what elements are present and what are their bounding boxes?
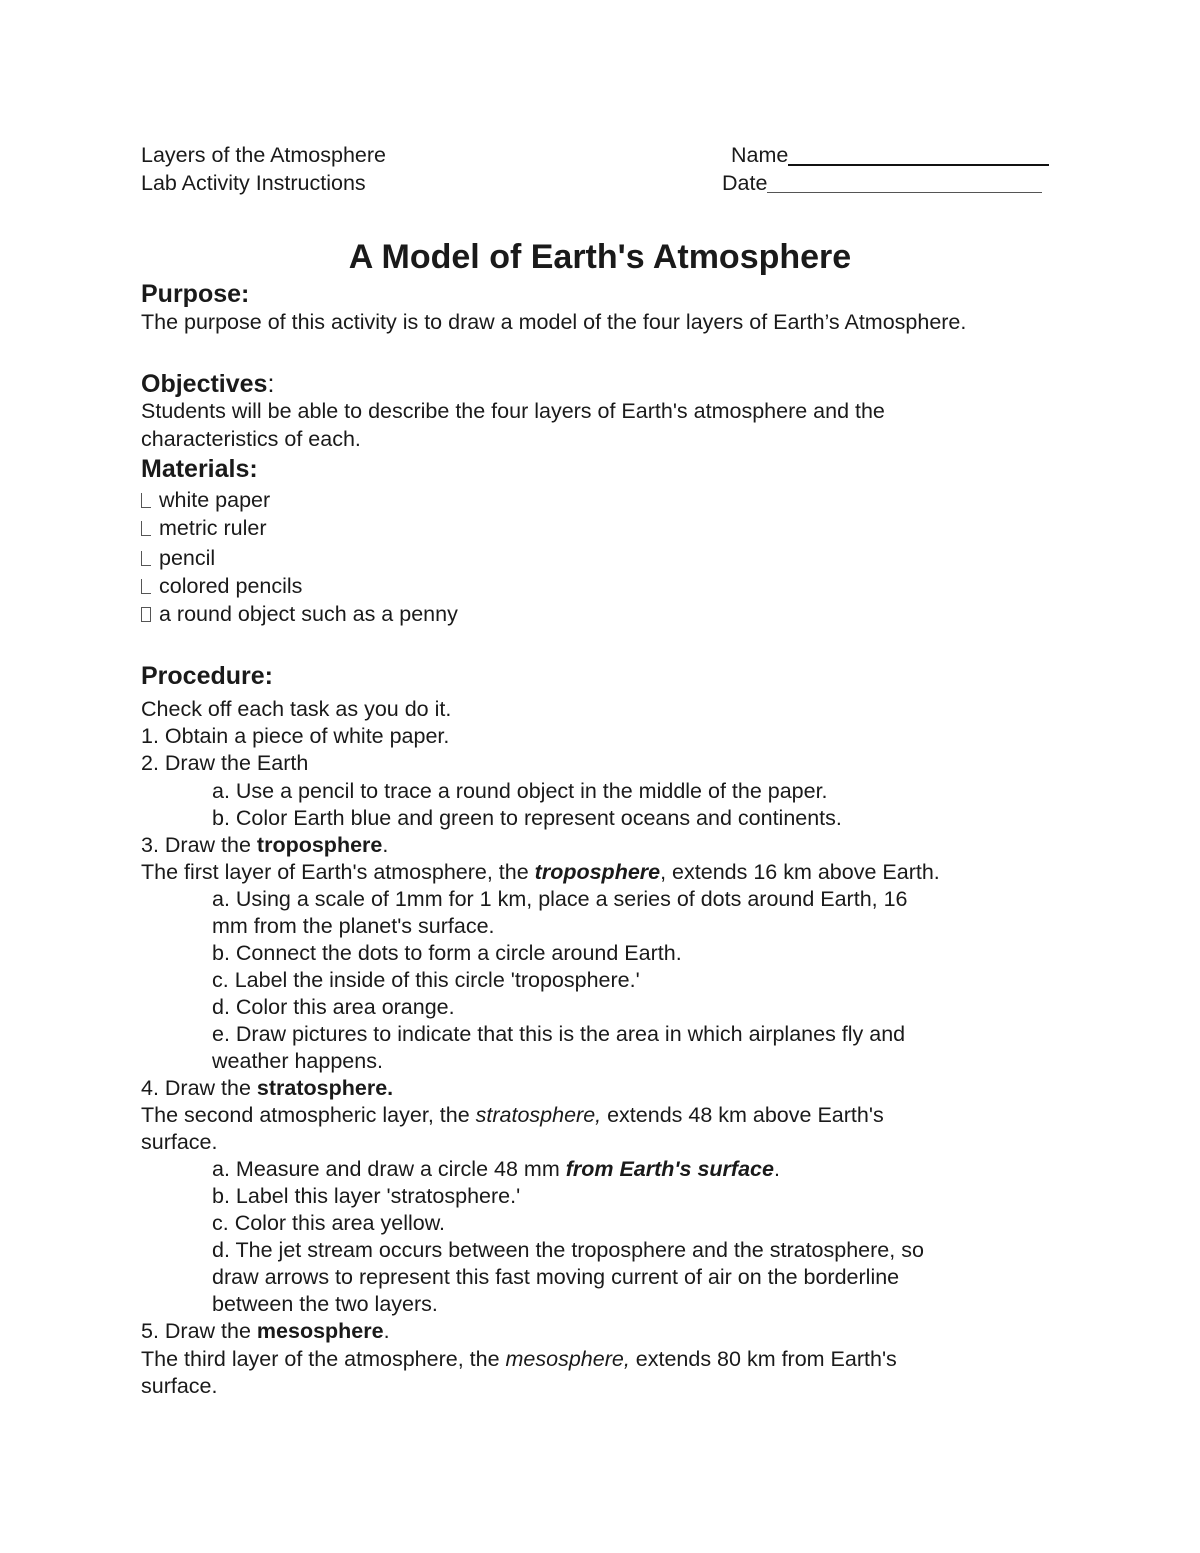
procedure-step-4d-cont-2: between the two layers. — [212, 1292, 438, 1316]
mesosphere-description: The third layer of the atmosphere, the mesosphere, extends 80 km from Earth's — [141, 1347, 897, 1371]
procedure-step-3b: b. Connect the dots to form a circle around Earth. — [212, 941, 682, 965]
procedure-step-3e: e. Draw pictures to indicate that this is the area in which airplanes fly and — [212, 1022, 906, 1046]
procedure-step-1: 1. Obtain a piece of white paper. — [141, 724, 450, 748]
material-item: metric ruler — [141, 515, 267, 542]
procedure-step-3e-cont: weather happens. — [212, 1049, 383, 1073]
checkbox-icon — [141, 493, 151, 508]
material-item: a round object such as a penny — [141, 601, 458, 628]
checkbox-icon — [141, 607, 151, 622]
name-blank — [788, 142, 1049, 166]
procedure-step-4d: d. The jet stream occurs between the troposphere and the stratosphere, so — [212, 1238, 924, 1262]
objectives-heading: Objectives: — [141, 370, 275, 398]
material-item: colored pencils — [141, 573, 302, 600]
objectives-text-line-1: Students will be able to describe the four layers of Earth's atmosphere and the — [141, 399, 885, 423]
stratosphere-description-cont: surface. — [141, 1130, 218, 1154]
header-course-title: Layers of the Atmosphere — [141, 143, 387, 167]
procedure-step-3a-cont: mm from the planet's surface. — [212, 914, 495, 938]
procedure-step-3d: d. Color this area orange. — [212, 995, 455, 1019]
procedure-step-4d-cont-1: draw arrows to represent this fast moving current of air on the borderline — [212, 1265, 900, 1289]
procedure-step-4c: c. Color this area yellow. — [212, 1211, 446, 1235]
procedure-heading: Procedure: — [141, 662, 273, 690]
procedure-step-2: 2. Draw the Earth — [141, 751, 309, 775]
materials-heading: Materials: — [141, 455, 258, 483]
procedure-step-5: 5. Draw the mesosphere. — [141, 1319, 390, 1343]
procedure-step-3a: a. Using a scale of 1mm for 1 km, place a series of dots around Earth, 16 — [212, 887, 908, 911]
objectives-text-line-2: characteristics of each. — [141, 427, 361, 451]
date-blank — [767, 170, 1042, 193]
procedure-step-3: 3. Draw the troposphere. — [141, 833, 389, 857]
material-item: pencil — [141, 545, 215, 572]
material-item: white paper — [141, 487, 270, 514]
checkbox-icon — [141, 521, 151, 536]
page-title: A Model of Earth's Atmosphere — [348, 238, 852, 276]
date-field — [722, 170, 1042, 197]
procedure-intro: Check off each task as you do it. — [141, 697, 452, 721]
troposphere-description: The first layer of Earth's atmosphere, the troposphere, extends 16 km above Earth. — [141, 860, 940, 884]
purpose-text: The purpose of this activity is to draw a model of the four layers of Earth’s Atmosphere. — [141, 310, 967, 334]
purpose-heading: Purpose: — [141, 280, 250, 308]
procedure-step-3c: c. Label the inside of this circle 'troposphere.' — [212, 968, 640, 992]
stratosphere-description: The second atmospheric layer, the stratosphere, extends 48 km above Earth's — [141, 1103, 884, 1127]
checkbox-icon — [141, 551, 151, 566]
checkbox-icon — [141, 579, 151, 594]
name-label: Name — [731, 143, 789, 167]
date-label: Date — [722, 171, 768, 195]
header-subtitle: Lab Activity Instructions — [141, 171, 366, 195]
procedure-step-4: 4. Draw the stratosphere. — [141, 1076, 394, 1100]
procedure-step-2b: b. Color Earth blue and green to represent oceans and continents. — [212, 806, 842, 830]
name-field — [731, 142, 1049, 169]
procedure-step-4a: a. Measure and draw a circle 48 mm from Earth's surface. — [212, 1157, 780, 1181]
procedure-step-4b: b. Label this layer 'stratosphere.' — [212, 1184, 521, 1208]
mesosphere-description-cont: surface. — [141, 1374, 218, 1398]
procedure-step-2a: a. Use a pencil to trace a round object in the middle of the paper. — [212, 779, 828, 803]
